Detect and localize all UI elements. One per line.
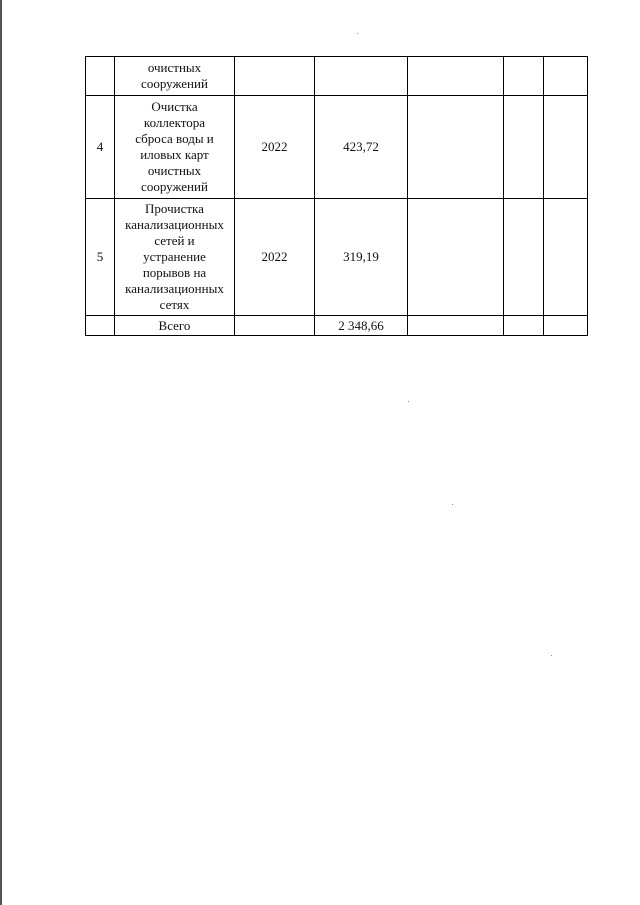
empty-cell (544, 316, 588, 336)
table-row (86, 57, 588, 96)
work-name: очистных сооружений (115, 57, 235, 96)
work-year: 2022 (235, 199, 315, 316)
works-table (85, 56, 588, 336)
work-amount: 423,72 (315, 96, 408, 199)
empty-cell (408, 57, 504, 96)
work-amount: 319,19 (315, 199, 408, 316)
row-number (86, 57, 115, 96)
table-row (86, 96, 588, 199)
work-name: Очистка коллектора сброса воды и иловых карт очистных сооружений (115, 96, 235, 199)
scan-speck (452, 504, 453, 505)
work-amount (315, 57, 408, 96)
row-number: 4 (86, 96, 115, 199)
table-row (86, 199, 588, 316)
scan-left-edge (0, 0, 2, 905)
scan-speck (357, 33, 358, 34)
total-amount: 2 348,66 (315, 316, 408, 336)
empty-cell (504, 96, 544, 199)
scan-speck (551, 655, 552, 656)
row-number: 5 (86, 199, 115, 316)
empty-cell (408, 96, 504, 199)
row-number (86, 316, 115, 336)
work-name: Прочистка канализационных сетей и устранение порывов на канализационных сетях (115, 199, 235, 316)
work-year: 2022 (235, 96, 315, 199)
work-year (235, 316, 315, 336)
work-year (235, 57, 315, 96)
empty-cell (544, 199, 588, 316)
empty-cell (408, 316, 504, 336)
total-row (86, 316, 588, 336)
empty-cell (504, 199, 544, 316)
empty-cell (408, 199, 504, 316)
empty-cell (504, 57, 544, 96)
total-label: Всего (115, 316, 235, 336)
empty-cell (544, 96, 588, 199)
empty-cell (504, 316, 544, 336)
scan-speck (408, 401, 409, 402)
empty-cell (544, 57, 588, 96)
